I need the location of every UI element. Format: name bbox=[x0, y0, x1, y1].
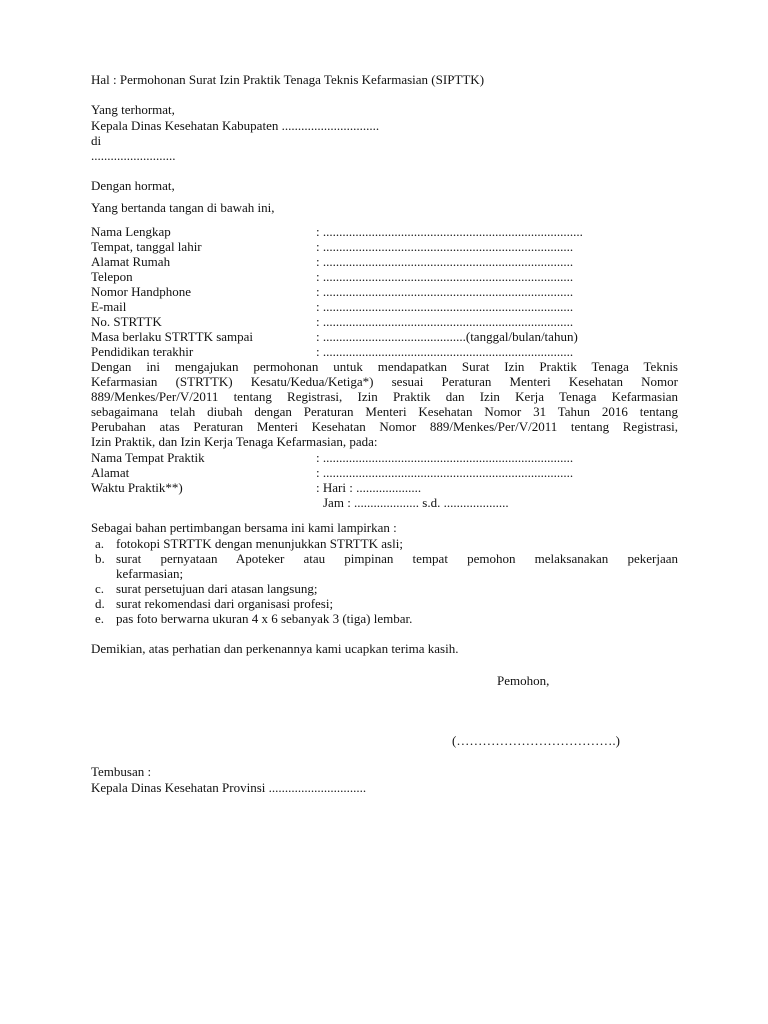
request-paragraph bbox=[91, 359, 678, 450]
attachment-item: pas foto berwarna ukuran 4 x 6 sebanyak 3 (tiga) lembar. bbox=[116, 611, 413, 626]
attachment-marker: e. bbox=[95, 611, 105, 626]
field-label-telepon: Telepon bbox=[91, 269, 133, 284]
field-label-ttl: Tempat, tanggal lahir bbox=[91, 239, 202, 254]
field-value-masa-berlaku: : ............................................(tanggal/bulan/tahun) bbox=[316, 329, 578, 344]
recipient: Kepala Dinas Kesehatan Kabupaten .............................. bbox=[91, 118, 380, 133]
request-line: Kefarmasian (STRTTK) Kesatu/Kedua/Ketiga*) sesuai Peraturan Menteri Kesehatan Nomor bbox=[91, 374, 678, 390]
signer-title: Pemohon, bbox=[497, 673, 550, 688]
attachment-marker: c. bbox=[95, 581, 105, 596]
attachment-item: surat persetujuan dari atasan langsung; bbox=[116, 581, 318, 596]
field-label-email: E-mail bbox=[91, 299, 127, 314]
field-value-handphone: : ............................................................................. bbox=[316, 284, 574, 299]
subject-line: Hal : Permohonan Surat Izin Praktik Tenaga Teknis Kefarmasian (SIPTTK) bbox=[91, 72, 485, 87]
recipient-place: .......................... bbox=[91, 148, 176, 163]
request-line: Perubahan atas Peraturan Menteri Kesehatan Nomor 889/Menkes/Per/V/2011 tentang Registrasi, bbox=[91, 419, 678, 435]
attachment-marker: a. bbox=[95, 536, 105, 551]
field-label-handphone: Nomor Handphone bbox=[91, 284, 192, 299]
field-value-pendidikan: : ............................................................................. bbox=[316, 344, 574, 359]
attachment-line: kefarmasian; bbox=[116, 566, 184, 582]
practice-value-day: : Hari : .................... bbox=[316, 480, 422, 495]
practice-value-address: : ............................................................................. bbox=[316, 465, 574, 480]
attachment-marker: d. bbox=[95, 596, 105, 611]
field-label-pendidikan: Pendidikan terakhir bbox=[91, 344, 194, 359]
attachment-line: surat pernyataan Apoteker atau pimpinan tempat pemohon melaksanakan pekerjaan bbox=[116, 551, 678, 566]
salutation: Yang terhormat, bbox=[91, 102, 175, 117]
field-value-nama: : ................................................................................ bbox=[316, 224, 583, 239]
field-value-email: : ............................................................................. bbox=[316, 299, 574, 314]
intro: Yang bertanda tangan di bawah ini, bbox=[91, 200, 275, 215]
attachment-item bbox=[116, 551, 678, 581]
practice-label-time: Waktu Praktik**) bbox=[91, 480, 183, 495]
attachment-marker: b. bbox=[95, 551, 105, 566]
request-line: Dengan ini mengajukan permohonan untuk mendapatkan Surat Izin Praktik Tenaga Teknis bbox=[91, 359, 678, 374]
signature-line: (……………………………….) bbox=[452, 733, 620, 748]
practice-label-place: Nama Tempat Praktik bbox=[91, 450, 205, 465]
request-line: sebagaimana telah diubah dengan Peraturan Menteri Kesehatan Nomor 31 Tahun 2016 tentang bbox=[91, 404, 678, 420]
request-line: Izin Praktik, dan Izin Kerja Tenaga Kefarmasian, pada: bbox=[91, 434, 378, 450]
field-value-alamat: : ............................................................................. bbox=[316, 254, 574, 269]
cc-recipient: Kepala Dinas Kesehatan Provinsi .............................. bbox=[91, 780, 367, 795]
attachments-intro: Sebagai bahan pertimbangan bersama ini kami lampirkan : bbox=[91, 520, 397, 535]
field-value-telepon: : ............................................................................. bbox=[316, 269, 574, 284]
practice-value-hours: Jam : .................... s.d. .................... bbox=[323, 495, 509, 510]
closing-sentence: Demikian, atas perhatian dan perkenannya kami ucapkan terima kasih. bbox=[91, 641, 459, 656]
attachment-item: fotokopi STRTTK dengan menunjukkan STRTTK asli; bbox=[116, 536, 403, 551]
practice-label-address: Alamat bbox=[91, 465, 130, 480]
recipient-di: di bbox=[91, 133, 102, 148]
attachment-item: surat rekomendasi dari organisasi profesi; bbox=[116, 596, 334, 611]
field-label-alamat: Alamat Rumah bbox=[91, 254, 171, 269]
request-line: 889/Menkes/Per/V/2011 tentang Registrasi, Izin Praktik dan Izin Kerja Tenaga Kefarmasian bbox=[91, 389, 678, 405]
field-label-strttk: No. STRTTK bbox=[91, 314, 162, 329]
cc-title: Tembusan : bbox=[91, 764, 152, 779]
field-value-ttl: : ............................................................................. bbox=[316, 239, 574, 254]
practice-value-place: : ............................................................................. bbox=[316, 450, 574, 465]
field-value-strttk: : ............................................................................. bbox=[316, 314, 574, 329]
field-label-masa-berlaku: Masa berlaku STRTTK sampai bbox=[91, 329, 254, 344]
field-label-nama: Nama Lengkap bbox=[91, 224, 171, 239]
greeting: Dengan hormat, bbox=[91, 178, 175, 193]
